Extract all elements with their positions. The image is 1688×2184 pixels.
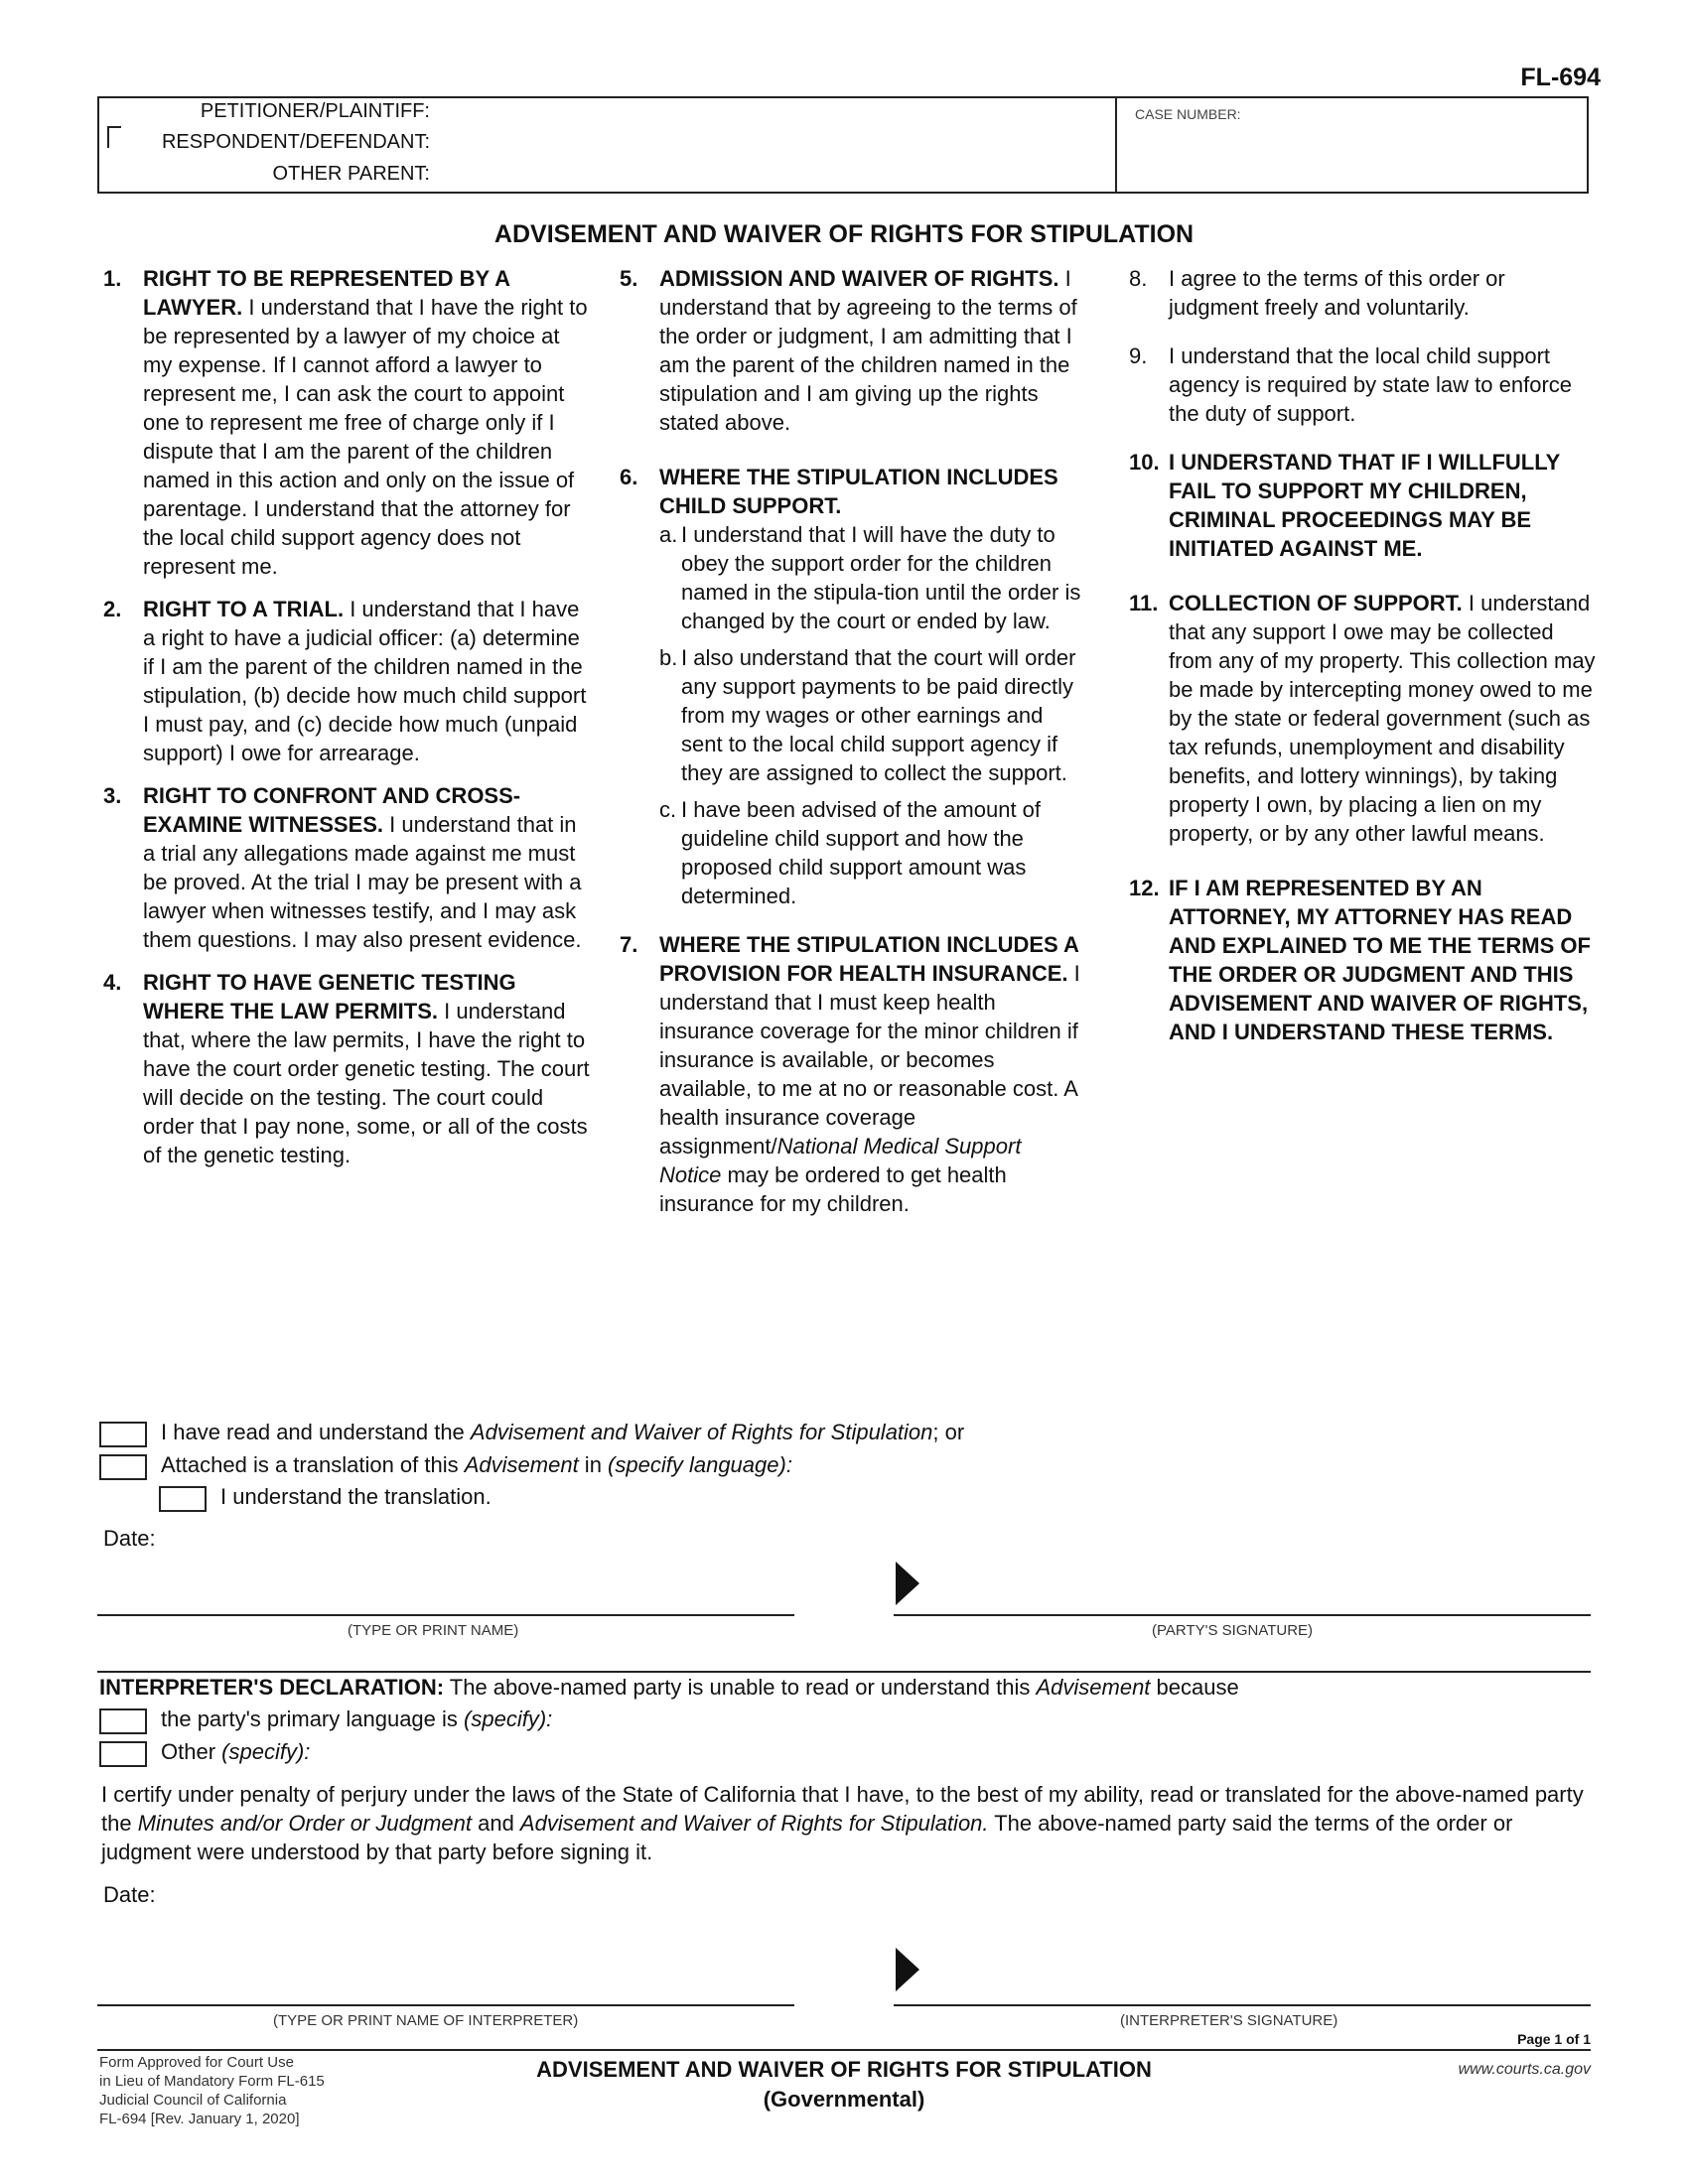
read-understand-checkbox[interactable]: [99, 1422, 147, 1447]
item-1: [103, 264, 590, 581]
interpreter-date-label: Date:: [103, 1882, 156, 1907]
item-12: [1129, 874, 1596, 1046]
courts-website-link[interactable]: www.courts.ca.gov: [1458, 2061, 1591, 2078]
item-number: 1.: [103, 266, 122, 291]
item-body-italic: National Medical Support Notice: [659, 1134, 1022, 1187]
item-body: I understand that in a trial any allegations made against me must be proved. At the trial I may be present with a lawyer when witnesses testify, and I may ask them questions. I may also present evidence.: [143, 812, 582, 952]
item-6b: [659, 643, 1081, 787]
sub-label: a.: [659, 522, 678, 547]
column-2: [620, 264, 1081, 1232]
item-3: [103, 781, 590, 954]
petitioner-label: PETITIONER/PLAINTIFF:: [200, 100, 430, 122]
item-number: 2.: [103, 597, 122, 621]
item-heading: IF I AM REPRESENTED BY AN ATTORNEY, MY ATTORNEY HAS READ AND EXPLAINED TO ME THE TERMS OF THE ORDER OR JUDGMENT AND THIS ADVISEMENT AND WAIVER OF RIGHTS, AND I UNDERSTAND THESE TERMS.: [1169, 876, 1591, 1044]
signature-arrow-icon: [896, 1948, 919, 1991]
sub-body: I have been advised of the amount of guideline child support and how the proposed child support amount was determined.: [681, 797, 1042, 908]
column-3: [1129, 264, 1596, 1060]
understand-translation-label: I understand the translation.: [220, 1484, 492, 1509]
item-number: 7.: [620, 932, 638, 957]
item-body: I understand that, where the law permits, I have the right to have the court order genetic testing. The court will decide on the testing. The court could order that I pay none, some, or all of the costs of the genetic testing.: [143, 999, 590, 1167]
interpreter-intro: INTERPRETER'S DECLARATION: The above-named party is unable to read or understand this Advisement because: [99, 1675, 1239, 1700]
interpreter-certification: I certify under penalty of perjury under the laws of the State of California that I have, to the best of my ability, read or translated for the above-named party the Minutes and/or Order or Judgment and Advisement and Waiver of Rights for Stipulation. The above-named party said the terms of the order or judgment were understood by that party before signing it.: [101, 1782, 1584, 1864]
sub-body: I understand that I will have the duty to obey the support order for the children named in the stipula-tion until the order is changed by the court or ended by law.: [681, 522, 1081, 633]
item-heading: RIGHT TO A TRIAL.: [143, 597, 345, 621]
caption-bracket-vertical: [107, 126, 109, 148]
case-caption: [97, 96, 1589, 194]
item-heading: COLLECTION OF SUPPORT.: [1169, 591, 1463, 615]
primary-language-checkbox[interactable]: [99, 1708, 147, 1734]
approval-line-3: Judicial Council of California: [99, 2092, 287, 2109]
item-heading: RIGHT TO CONFRONT AND CROSS-EXAMINE WITNESSES.: [143, 783, 521, 837]
interpreter-signature-caption: (INTERPRETER'S SIGNATURE): [1120, 2012, 1338, 2029]
item-heading: ADMISSION AND WAIVER OF RIGHTS.: [659, 266, 1059, 291]
item-6a: [659, 520, 1081, 635]
interpreter-signature-line[interactable]: [894, 2004, 1591, 2006]
sub-label: c.: [659, 797, 677, 822]
item-6c: [659, 795, 1081, 910]
primary-language-label: the party's primary language is (specify):: [161, 1706, 553, 1731]
footer-title-line-1: ADVISEMENT AND WAIVER OF RIGHTS FOR STIPULATION: [536, 2057, 1152, 2082]
item-body: I understand that by agreeing to the terms of the order or judgment, I am admitting that I am the parent of the children named in the stipulation and I am giving up the rights stated above.: [659, 266, 1077, 435]
item-7: [620, 930, 1081, 1218]
form-title: ADVISEMENT AND WAIVER OF RIGHTS FOR STIPULATION: [493, 220, 1195, 248]
approval-line-4: FL-694 [Rev. January 1, 2020]: [99, 2111, 300, 2127]
item-9: [1129, 341, 1596, 428]
interpreter-divider: [97, 1671, 1591, 1673]
other-parent-label: OTHER PARENT:: [272, 163, 430, 185]
item-number: 5.: [620, 266, 638, 291]
item-number: 12.: [1129, 876, 1160, 900]
item-heading: RIGHT TO BE REPRESENTED BY A LAWYER.: [143, 266, 510, 320]
item-heading: WHERE THE STIPULATION INCLUDES A PROVISION FOR HEALTH INSURANCE.: [659, 932, 1079, 986]
item-body-end: may be ordered to get health insurance for my children.: [659, 1162, 1007, 1216]
item-number: 11.: [1129, 591, 1159, 615]
item-2: [103, 595, 590, 767]
translation-label: Attached is a translation of this Advisement in (specify language):: [161, 1452, 792, 1477]
item-number: 10.: [1129, 450, 1160, 475]
other-reason-label: Other (specify):: [161, 1739, 311, 1764]
item-10: [1129, 448, 1596, 563]
item-heading: RIGHT TO HAVE GENETIC TESTING WHERE THE LAW PERMITS.: [143, 970, 516, 1024]
item-number: 8.: [1129, 266, 1148, 291]
item-body: I understand that I have the right to be represented by a lawyer of my choice at my expense. If I cannot afford a lawyer to represent me, I can ask the court to appoint one to represent me free of charge only if I dispute that I am the parent of the children named in this action and only on the issue of parentage. I understand that the attorney for the local child support agency does not represent me.: [143, 295, 588, 579]
sub-label: b.: [659, 645, 678, 670]
approval-line-2: in Lieu of Mandatory Form FL-615: [99, 2073, 325, 2090]
item-number: 6.: [620, 465, 638, 489]
read-understand-label: I have read and understand the Advisement and Waiver of Rights for Stipulation; or: [161, 1420, 965, 1444]
party-name-caption: (TYPE OR PRINT NAME): [348, 1622, 519, 1639]
party-names-box: [99, 98, 1117, 192]
item-body: I agree to the terms of this order or judgment freely and voluntarily.: [1169, 266, 1505, 320]
item-body: I understand that I must keep health insurance coverage for the minor children if insurance is available, or becomes available, to me at no or reasonable cost. A health insurance coverage assignment/: [659, 961, 1080, 1159]
party-date-label: Date:: [103, 1526, 156, 1551]
item-11: [1129, 589, 1596, 848]
footer-title-line-2: (Governmental): [763, 2087, 925, 2112]
case-number-field[interactable]: [1115, 98, 1587, 192]
item-heading: I UNDERSTAND THAT IF I WILLFULLY FAIL TO SUPPORT MY CHILDREN, CRIMINAL PROCEEDINGS MAY BE INITIATED AGAINST ME.: [1169, 450, 1560, 561]
footer-title: [0, 2055, 1688, 2115]
other-reason-checkbox[interactable]: [99, 1741, 147, 1767]
page-number: Page 1 of 1: [1517, 2031, 1591, 2047]
footer-divider: [97, 2049, 1591, 2051]
column-1: [103, 264, 590, 1183]
item-number: 3.: [103, 783, 122, 808]
item-number: 4.: [103, 970, 122, 995]
item-heading: WHERE THE STIPULATION INCLUDES CHILD SUPPORT.: [659, 465, 1058, 518]
item-body: I understand that I have a right to have a judicial officer: (a) determine if I am the parent of the children named in the stipulation, (b) decide how much child support I must pay, and (c) decide how much (unpaid support) I owe for arrearage.: [143, 597, 587, 765]
understand-translation-checkbox[interactable]: [159, 1486, 207, 1512]
caption-bracket: [107, 126, 121, 128]
translation-checkbox[interactable]: [99, 1454, 147, 1480]
item-body: I understand that the local child support agency is required by state law to enforce the duty of support.: [1169, 343, 1573, 426]
item-6: [620, 463, 1081, 910]
interpreter-name-caption: (TYPE OR PRINT NAME OF INTERPRETER): [273, 2012, 579, 2029]
item-4: [103, 968, 590, 1169]
item-body: I understand that any support I owe may be collected from any of my property. This collection may be made by intercepting money owed to me by the state or federal government (such as tax refunds, unemployment and disability benefits, and lottery winnings), by taking property I own, by placing a lien on my property, or by any other lawful means.: [1169, 591, 1596, 846]
item-5: [620, 264, 1081, 437]
approval-line-1: Form Approved for Court Use: [99, 2054, 294, 2071]
signature-arrow-icon: [896, 1562, 919, 1605]
interpreter-name-line[interactable]: [97, 2004, 794, 2006]
item-8: [1129, 264, 1596, 322]
party-signature-caption: (PARTY'S SIGNATURE): [1152, 1622, 1314, 1639]
item-number: 9.: [1129, 343, 1148, 368]
form-number: FL-694: [1520, 64, 1601, 91]
party-name-line[interactable]: [97, 1614, 794, 1616]
respondent-label: RESPONDENT/DEFENDANT:: [161, 131, 430, 153]
party-signature-line[interactable]: [894, 1614, 1591, 1616]
sub-body: I also understand that the court will order any support payments to be paid directly from my wages or other earnings and sent to the local child support agency if they are assigned to collect the support.: [681, 645, 1076, 785]
case-number-label: CASE NUMBER:: [1135, 106, 1241, 122]
